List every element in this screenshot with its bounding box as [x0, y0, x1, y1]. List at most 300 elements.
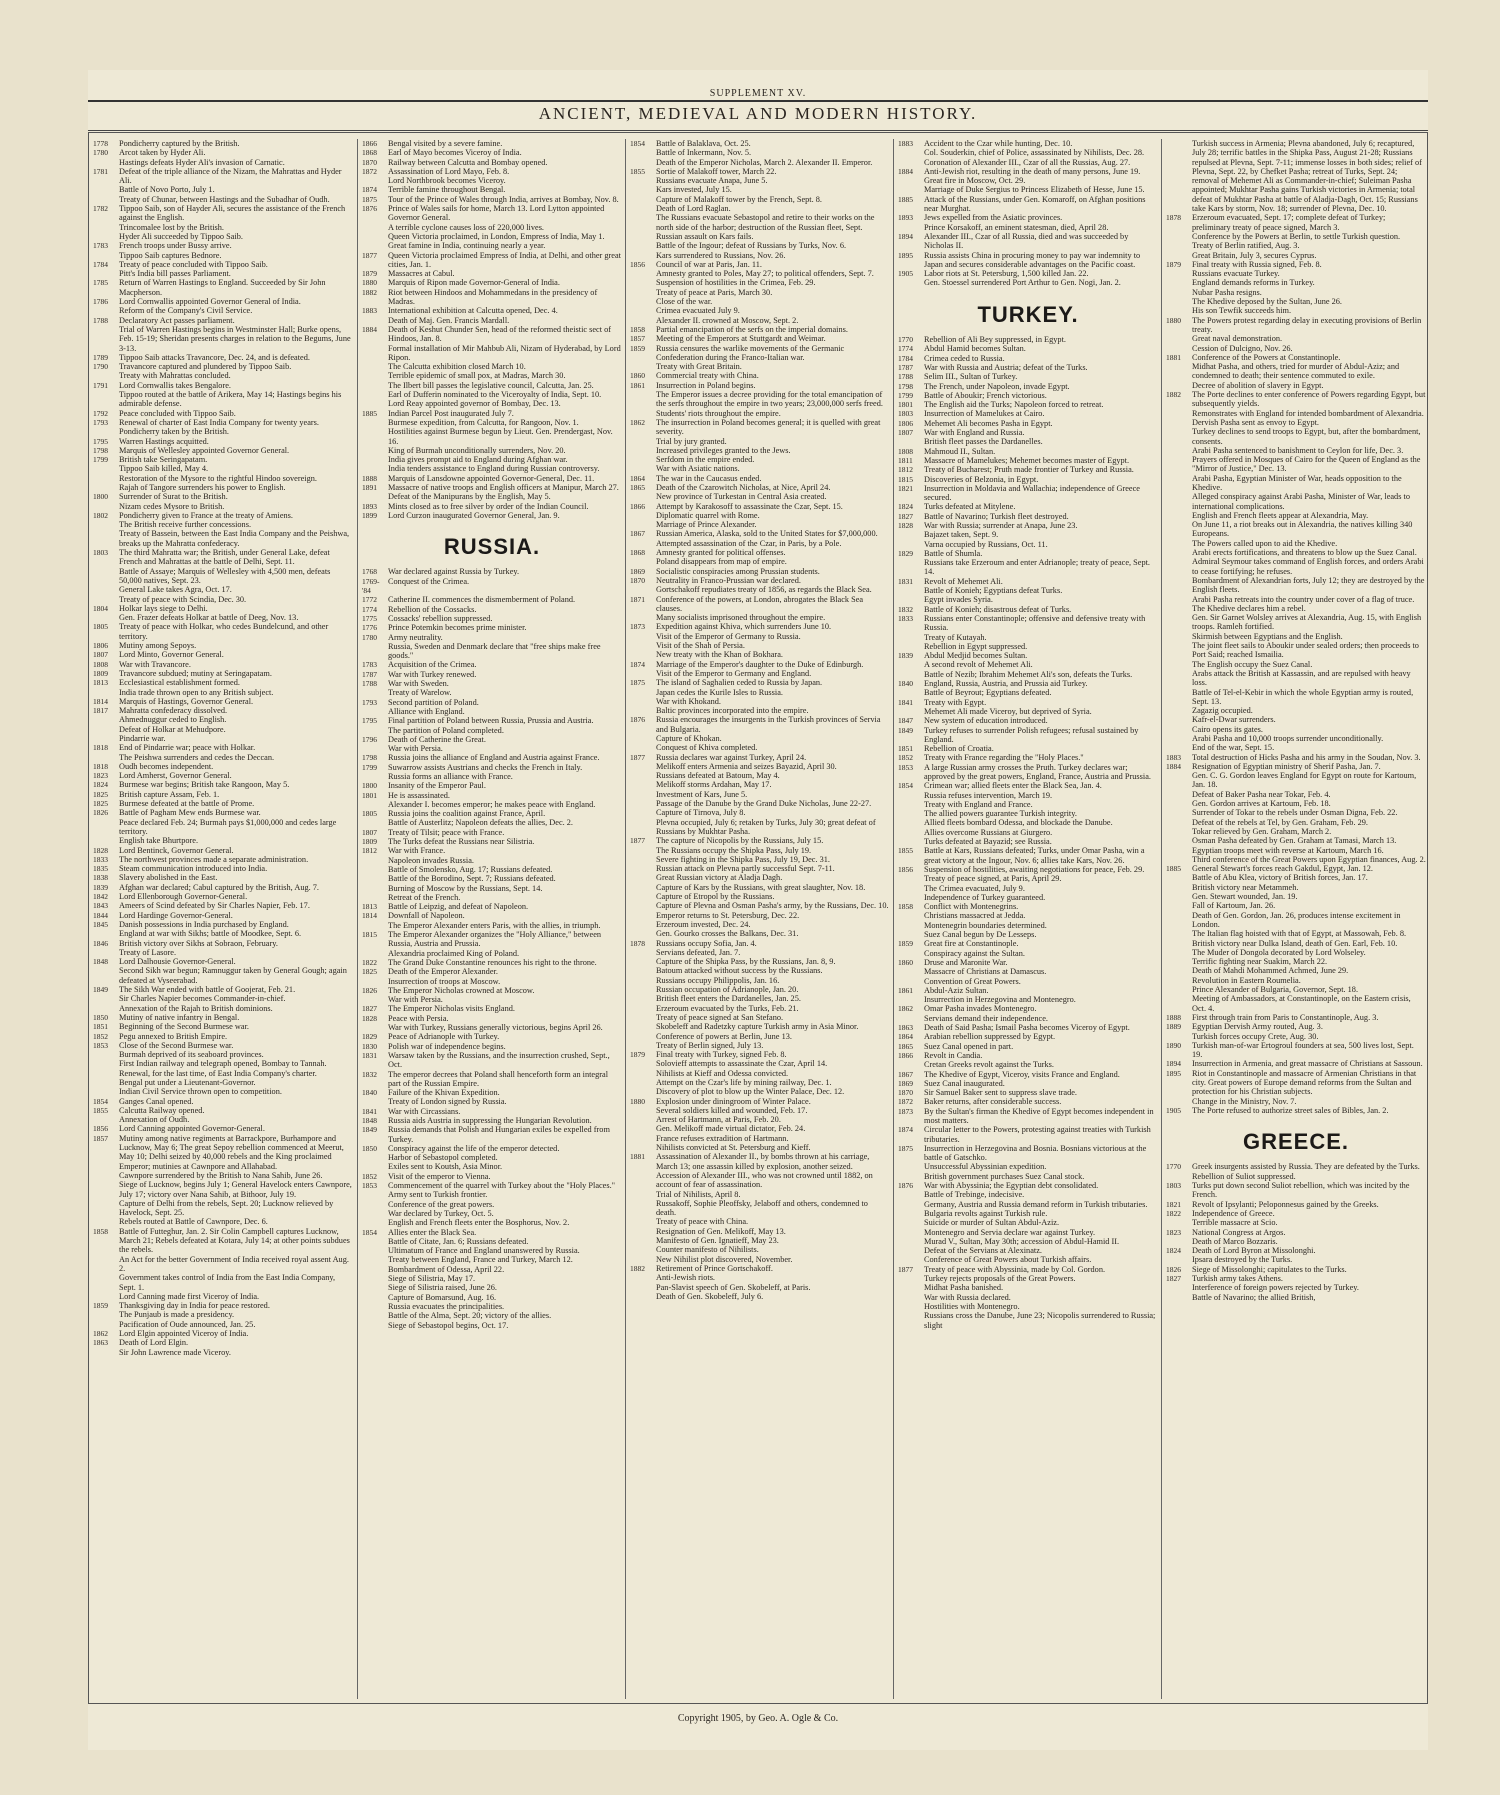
entry-year	[1166, 790, 1192, 799]
history-entry	[93, 297, 353, 306]
history-entry	[362, 483, 622, 492]
history-entry	[93, 780, 353, 789]
history-entry	[362, 1116, 622, 1125]
history-entry	[362, 1004, 622, 1013]
entry-text: Suicide or murder of Sultan Abdul-Aziz.	[924, 1218, 1060, 1228]
entry-year	[362, 949, 388, 958]
history-entry	[1166, 539, 1426, 548]
entry-text: Turkey rejects proposals of the Great Powers.	[924, 1274, 1076, 1284]
entry-text: Massacre of Christians at Damascus.	[924, 967, 1047, 977]
entry-year	[1166, 539, 1192, 548]
entry-text: Egyptian troops meet with reverse at Kartoum, March 16.	[1192, 845, 1384, 855]
entry-year: 1832	[898, 604, 913, 614]
entry-text: Treaty of Warelow.	[388, 688, 452, 698]
entry-text: Gen. Sir Garnet Wolsley arrives at Alexandria, Aug. 15, with English troops. Ramleh fortified.	[1192, 613, 1422, 632]
history-entry	[898, 688, 1158, 697]
history-entry	[630, 697, 890, 706]
history-entry	[630, 251, 890, 260]
entry-year: 1769-'84	[362, 576, 380, 596]
entry-year: 1803	[1166, 1181, 1181, 1191]
entry-year	[630, 251, 656, 260]
history-entry	[1166, 381, 1426, 390]
history-entry	[630, 1171, 890, 1190]
entry-year: 1805	[93, 622, 108, 632]
entry-text: Slavery abolished in the East.	[119, 873, 218, 883]
entry-text: Lord Canning appointed Governor-General.	[119, 1124, 265, 1134]
entry-year	[630, 743, 656, 752]
history-entry	[93, 1050, 353, 1059]
entry-text: The Muder of Dongola decorated by Lord Wolseley.	[1192, 947, 1366, 957]
history-entry	[93, 1041, 353, 1050]
history-entry	[898, 409, 1158, 418]
history-entry	[630, 846, 890, 855]
entry-text: A large Russian army crosses the Pruth. Turkey declares war; approved by the great powers, England, France, Austria and Prussia.	[924, 762, 1151, 781]
entry-year	[93, 158, 119, 167]
history-entry	[898, 744, 1158, 753]
entry-year: 1849	[898, 725, 913, 735]
entry-year	[630, 873, 656, 882]
entry-text: Tokar relieved by Gen. Graham, March 2.	[1192, 826, 1332, 836]
entry-year: 1798	[93, 445, 108, 455]
entry-year: 1852	[898, 753, 913, 763]
history-entry	[362, 688, 622, 697]
history-entry	[93, 260, 353, 269]
entry-year: 1878	[630, 938, 645, 948]
entry-year: 1807	[362, 827, 377, 837]
entry-year: 1826	[93, 808, 108, 818]
entry-year	[630, 994, 656, 1003]
history-entry	[630, 1124, 890, 1133]
entry-text: Treaty of Lasore.	[119, 947, 177, 957]
history-entry	[1166, 334, 1426, 343]
entry-text: The British receive further concessions.	[119, 520, 252, 530]
entry-year: 1772	[362, 595, 377, 605]
entry-year: 1862	[630, 417, 645, 427]
history-entry	[898, 818, 1158, 827]
history-entry	[93, 1078, 353, 1087]
history-entry	[93, 362, 353, 371]
entry-year: 1831	[898, 576, 913, 586]
history-entry	[898, 577, 1158, 586]
column-5	[1161, 139, 1430, 1699]
entry-year: 1869	[898, 1078, 913, 1088]
history-entry	[362, 1237, 622, 1246]
history-entry	[630, 790, 890, 799]
history-entry	[362, 893, 622, 902]
entry-year: 1866	[362, 139, 377, 148]
entry-text: Earl of Mayo becomes Viceroy of India.	[388, 148, 522, 158]
entry-year: 1803	[898, 409, 913, 419]
history-entry	[898, 1088, 1158, 1097]
entry-text: Marriage of Duke Sergius to Princess Elizabeth of Hesse, June 15.	[924, 185, 1145, 195]
history-entry	[362, 1051, 622, 1070]
history-entry	[1166, 241, 1426, 250]
entry-year	[1166, 911, 1192, 930]
entry-text: The French, under Napoleon, invade Egypt.	[924, 381, 1070, 391]
entry-text: Trial by jury granted.	[656, 436, 727, 446]
history-entry	[898, 726, 1158, 745]
history-entry	[898, 651, 1158, 660]
history-entry	[1166, 688, 1426, 707]
entry-text: Greek insurgents assisted by Russia. They are defeated by the Turks.	[1192, 1162, 1420, 1172]
entry-text: Russians defeated at Batoum, May 4.	[656, 771, 780, 781]
entry-year: 1883	[362, 306, 377, 316]
history-entry	[630, 1227, 890, 1236]
entry-text: Hyder Ali succeeded by Tippoo Saib.	[119, 231, 243, 241]
history-entry	[362, 1070, 622, 1089]
entry-year: 1806	[898, 418, 913, 428]
entry-text: Mutiny of native infantry in Bengal.	[119, 1012, 240, 1022]
entry-text: Trial of Nihilists, April 8.	[656, 1189, 741, 1199]
entry-year	[630, 920, 656, 929]
history-entry	[1166, 1274, 1426, 1283]
entry-year: 1788	[898, 372, 913, 382]
history-entry	[1166, 362, 1426, 381]
entry-year: 1875	[630, 678, 645, 688]
entry-year: 1815	[362, 930, 377, 940]
entry-text: War with Russia and Austria; defeat of the Turks.	[924, 362, 1088, 372]
entry-year	[1166, 734, 1192, 743]
entry-year	[1166, 818, 1192, 827]
entry-year	[898, 1255, 924, 1264]
history-entry	[362, 921, 622, 930]
history-entry	[898, 670, 1158, 679]
history-entry	[1166, 1097, 1426, 1106]
entry-text: Accident to the Czar while hunting, Dec. 10.	[924, 139, 1073, 148]
entry-text: Insurrection in Armenia, and great massacre of Christians at Sassoun.	[1192, 1059, 1423, 1069]
entry-year	[362, 1255, 388, 1264]
entry-text: War with Circassians.	[388, 1106, 461, 1116]
history-entry	[1166, 511, 1426, 520]
entry-text: Battle of Navarino; the allied British,	[1192, 1292, 1316, 1302]
entry-text: Treaty of peace with Holkar, who cedes Bundelcund, and other territory.	[119, 622, 329, 641]
entry-text: Russia evacuates the principalities.	[388, 1301, 505, 1311]
history-entry	[93, 1013, 353, 1022]
history-entry	[898, 1023, 1158, 1032]
entry-year	[1166, 557, 1192, 576]
entry-text: Pindarrie war.	[119, 734, 166, 743]
entry-text: Commercial treaty with China.	[656, 371, 759, 381]
entry-text: Melikoff storms Ardahan, May 17.	[656, 780, 772, 790]
history-entry	[362, 1218, 622, 1227]
history-entry	[362, 642, 622, 661]
entry-year	[898, 223, 924, 232]
entry-text: Treaty with Mahrattas concluded.	[119, 371, 231, 381]
entry-year	[898, 1311, 924, 1330]
history-entry	[898, 1051, 1158, 1060]
entry-year	[630, 864, 656, 873]
history-entry	[362, 325, 622, 344]
history-entry	[630, 1069, 890, 1078]
entry-text: Erzeroum invested, Dec. 24.	[656, 919, 751, 929]
entry-year	[898, 977, 924, 986]
entry-text: War with Turkey, Russians generally victorious, begins April 26.	[388, 1023, 603, 1033]
history-entry	[93, 985, 353, 994]
entry-year	[93, 502, 119, 511]
entry-text: Calcutta Railway opened.	[119, 1105, 205, 1115]
entry-text: Lord Northbrook becomes Viceroy.	[388, 176, 506, 186]
entry-text: Skobeleff and Radetzky capture Turkish army in Asia Minor.	[656, 1022, 859, 1032]
entry-year	[898, 930, 924, 939]
history-entry	[362, 167, 622, 176]
entry-text: England at war with Sikhs; battle of Moodkee, Sept. 6.	[119, 929, 302, 939]
history-entry	[362, 399, 622, 408]
entry-text: Battle of Austerlitz; Napoleon defeats the allies, Dec. 2.	[388, 818, 574, 828]
entry-text: Insurrection of troops at Moscow.	[388, 976, 501, 986]
entry-year: 1835	[93, 864, 108, 874]
entry-year	[362, 455, 388, 464]
entry-year	[362, 316, 388, 325]
history-entry	[898, 1162, 1158, 1171]
entry-text: The war in the Caucasus ended.	[656, 473, 762, 483]
history-entry	[630, 957, 890, 966]
entry-text: Annexation of Oudh.	[119, 1115, 190, 1125]
history-entry	[362, 791, 622, 800]
history-entry	[1166, 260, 1426, 269]
entry-text: Danish possessions in India purchased by England.	[119, 919, 289, 929]
history-entry	[93, 418, 353, 427]
entry-year	[898, 1293, 924, 1302]
entry-year: 1788	[93, 315, 108, 325]
history-entry	[1166, 892, 1426, 901]
entry-text: Rebellion of Suliot suppressed.	[1192, 1171, 1296, 1181]
entry-text: Death of Gen. Gordon, Jan. 26, produces intense excitement in London.	[1192, 910, 1401, 929]
entry-text: Kafr-el-Dwar surrenders.	[1192, 715, 1276, 725]
entry-text: Army neutrality.	[388, 632, 443, 642]
history-entry	[898, 595, 1158, 604]
history-entry	[630, 1255, 890, 1264]
history-entry	[1166, 278, 1426, 287]
entry-text: Treaty of peace signed, at Paris, April 29.	[924, 874, 1062, 884]
entry-year: 1829	[898, 548, 913, 558]
entry-year	[362, 418, 388, 427]
entry-year	[898, 1060, 924, 1069]
entry-text: Rebellion in Egypt suppressed.	[924, 641, 1028, 651]
entry-text: Expedition against Khiva, which surrenders June 10.	[656, 622, 832, 632]
entry-text: Anti-Jewish riot, resulting in the death of many persons, June 19.	[924, 166, 1141, 176]
entry-text: Nubar Pasha resigns.	[1192, 287, 1262, 297]
entry-text: Terrible epidemic of small pox, at Madras, March 30.	[388, 371, 566, 381]
history-entry	[630, 334, 890, 343]
entry-text: Battle of Konieh; disastrous defeat of Turks.	[924, 604, 1072, 614]
history-entry	[93, 957, 353, 966]
entry-year	[362, 688, 388, 697]
entry-year	[1166, 799, 1192, 808]
entry-text: Conquest of the Crimea.	[388, 576, 470, 586]
entry-text: Gen. Melikoff made virtual dictator, Feb. 24.	[656, 1124, 806, 1134]
entry-text: Melikoff enters Armenia and seizes Bayazid, April 30.	[656, 761, 837, 771]
entry-text: Treaty with Egypt.	[924, 697, 987, 707]
entry-year	[362, 865, 388, 874]
history-entry	[898, 148, 1158, 157]
history-entry	[1166, 706, 1426, 715]
entry-year: 1847	[898, 716, 913, 726]
history-entry	[898, 363, 1158, 372]
entry-year	[1166, 492, 1192, 511]
entry-year: 1859	[93, 1301, 108, 1311]
entry-year	[630, 632, 656, 641]
history-entry	[1166, 427, 1426, 446]
history-entry	[898, 139, 1158, 148]
history-entry	[1166, 390, 1426, 409]
history-entry	[898, 278, 1158, 287]
entry-text: Ipsara destroyed by the Turks.	[1192, 1255, 1293, 1265]
history-entry	[93, 437, 353, 446]
entry-text: A second revolt of Mehemet Ali.	[924, 660, 1033, 670]
entry-year	[93, 232, 119, 241]
entry-text: Visit of the emperor to Vienna.	[388, 1171, 491, 1181]
entry-text: British fleet passes the Dardanelles.	[924, 437, 1043, 447]
entry-text: The Punjaub is made a presidency.	[119, 1310, 235, 1320]
history-entry	[630, 1199, 890, 1218]
history-entry	[630, 418, 890, 437]
entry-text: Murad V., Sultan, May 30th; accession of Abdul-Hamid II.	[924, 1236, 1120, 1246]
document-page	[88, 70, 1428, 1750]
entry-year	[898, 185, 924, 194]
history-entry	[898, 195, 1158, 214]
history-entry	[93, 790, 353, 799]
entry-year: 1802	[93, 510, 108, 520]
entry-text: Trial of Warren Hastings begins in Westminster Hall; Burke opens, Feb. 15-19; Sheridan presents charges in relation to the Begums, June 3-13.	[119, 324, 351, 353]
entry-text: Servians defeated, Jan. 7.	[656, 947, 741, 957]
entry-year: 1888	[362, 473, 377, 483]
entry-text: End of Pindarrie war; peace with Holkar.	[119, 743, 256, 753]
entry-text: Annexation of the Rajah to British dominions.	[119, 1003, 273, 1013]
entry-text: Egypt invades Syria.	[924, 595, 993, 605]
history-entry	[898, 939, 1158, 948]
entry-text: Conspiracy against the Sultan.	[924, 948, 1025, 958]
entry-year: 1795	[93, 436, 108, 446]
entry-year: 1856	[630, 259, 645, 269]
entry-year: 1795	[362, 716, 377, 726]
history-entry	[898, 540, 1158, 549]
entry-text: The Emperor issues a decree providing for the total emancipation of the serfs throughout the empire in two years; 23,000,000 serfs freed.	[656, 390, 883, 409]
history-entry	[93, 251, 353, 260]
entry-year	[898, 1014, 924, 1023]
entry-year: 1833	[898, 613, 913, 623]
history-entry	[630, 260, 890, 269]
entry-text: India gives prompt aid to England during Afghan war.	[388, 455, 568, 465]
entry-text: Downfall of Napoleon.	[388, 911, 465, 921]
entry-text: The Crimea evacuated, July 9.	[924, 883, 1025, 893]
entry-year: 1788	[362, 679, 377, 689]
entry-text: Interference of foreign powers rejected by Turkey.	[1192, 1283, 1359, 1293]
entry-year: 1881	[630, 1152, 645, 1162]
entry-year	[1166, 743, 1192, 752]
history-entry	[362, 1181, 622, 1190]
entry-year	[630, 846, 656, 855]
history-entry	[93, 1004, 353, 1013]
history-entry	[1166, 929, 1426, 938]
entry-text: Marquis of Lansdowne appointed Governor-General, Dec. 11.	[388, 473, 595, 483]
entry-text: Meeting of the Emperors at Stuttgardt and Weimar.	[656, 334, 826, 344]
history-entry	[93, 185, 353, 194]
history-entry	[898, 1293, 1158, 1302]
entry-text: The Peishwa surrenders and cedes the Deccan.	[119, 752, 275, 762]
entry-text: Battle of Smolensko, Aug. 17; Russians defeated.	[388, 864, 553, 874]
entry-text: Terrible famine throughout Bengal.	[388, 185, 506, 195]
entry-year	[630, 1069, 656, 1078]
entry-text: His son Tewfik succeeds him.	[1192, 306, 1292, 316]
entry-text: Death of Lord Byron at Missolonghi.	[1192, 1246, 1316, 1256]
entry-text: Russians occupy Philippolis, Jan. 16.	[656, 975, 780, 985]
entry-year	[630, 1292, 656, 1301]
entry-text: Pitt's India bill passes Parliament.	[119, 269, 231, 279]
history-entry	[93, 1069, 353, 1078]
entry-year: 1815	[898, 474, 913, 484]
entry-text: Commencement of the quarrel with Turkey about the "Holy Places."	[388, 1181, 616, 1191]
history-entry	[362, 148, 622, 157]
history-entry	[898, 1079, 1158, 1088]
entry-text: The Emperor Alexander enters Paris, with the allies, in triumph.	[388, 920, 601, 930]
entry-year	[630, 688, 656, 697]
entry-text: Russia, Sweden and Denmark declare that "free ships make free goods."	[388, 641, 601, 661]
history-entry	[898, 1200, 1158, 1209]
entry-text: Arrest of Hartmann, at Paris, Feb. 20.	[656, 1115, 781, 1125]
history-entry	[898, 176, 1158, 185]
history-entry	[362, 176, 622, 185]
entry-year	[630, 297, 656, 306]
entry-year: 1821	[898, 483, 913, 493]
entry-text: Montenegro and Servia declare war against Turkey.	[924, 1227, 1096, 1237]
history-entry	[362, 232, 622, 241]
entry-year: 1860	[898, 957, 913, 967]
entry-text: Mahratta confederacy dissolved.	[119, 706, 228, 716]
entry-year: 1861	[898, 985, 913, 995]
entry-year	[630, 1106, 656, 1115]
entry-text: By the Sultan's firman the Khedive of Egypt becomes independent in most matters.	[924, 1106, 1154, 1125]
history-entry	[898, 837, 1158, 846]
entry-text: Arabi Pasha retreats into the country under cover of a flag of truce.	[1192, 594, 1415, 604]
entry-year: 1784	[93, 259, 108, 269]
entry-text: Treaty of Bassein, between the East India Company and the Peishwa, breaks up the Mahratta confederacy.	[119, 529, 350, 548]
entry-year: 1885	[1166, 864, 1181, 874]
entry-text: Gen. Gordon arrives at Kartoum, Feb. 18.	[1192, 799, 1331, 809]
history-entry	[630, 1190, 890, 1199]
entry-text: Gen. Gourko crosses the Balkans, Dec. 31.	[656, 929, 799, 939]
history-entry	[898, 893, 1158, 902]
entry-year	[898, 688, 924, 697]
history-entry	[362, 288, 622, 307]
entry-text: Assassination of Lord Mayo, Feb. 8.	[388, 166, 510, 176]
entry-year	[93, 306, 119, 315]
history-entry	[630, 306, 890, 315]
entry-text: Acquisition of the Crimea.	[388, 660, 477, 670]
entry-text: British fleet enters the Dardanelles, Jan. 25.	[656, 994, 801, 1004]
history-entry	[362, 316, 622, 325]
history-entry	[898, 707, 1158, 716]
entry-text: Lord Elgin appointed Viceroy of India.	[119, 1329, 249, 1338]
entry-year	[93, 753, 119, 762]
entry-text: Battle of Balaklava, Oct. 25.	[656, 139, 751, 148]
history-entry	[898, 456, 1158, 465]
entry-text: Selim III., Sultan of Turkey.	[924, 372, 1018, 382]
entry-text: Second Sikh war begun; Ramnuggur taken by General Gough; again defeated at Vyseerabad.	[119, 966, 347, 985]
entry-text: Cretan Greeks revolt against the Turks.	[924, 1060, 1054, 1070]
entry-year	[630, 1217, 656, 1226]
history-entry	[630, 920, 890, 929]
history-entry	[362, 1265, 622, 1274]
history-entry	[362, 856, 622, 865]
entry-year	[362, 1237, 388, 1246]
entry-year: 1814	[93, 696, 108, 706]
entry-year: 1894	[1166, 1059, 1181, 1069]
entry-year: 1878	[1166, 213, 1181, 223]
entry-year: 1813	[93, 678, 108, 688]
entry-text: Turkey refuses to surrender Polish refugees; refusal sustained by England.	[924, 725, 1139, 744]
entry-text: Gen. Frazer defeats Holkar at battle of Deeg, Nov. 13.	[119, 613, 299, 623]
entry-year	[1166, 613, 1192, 632]
